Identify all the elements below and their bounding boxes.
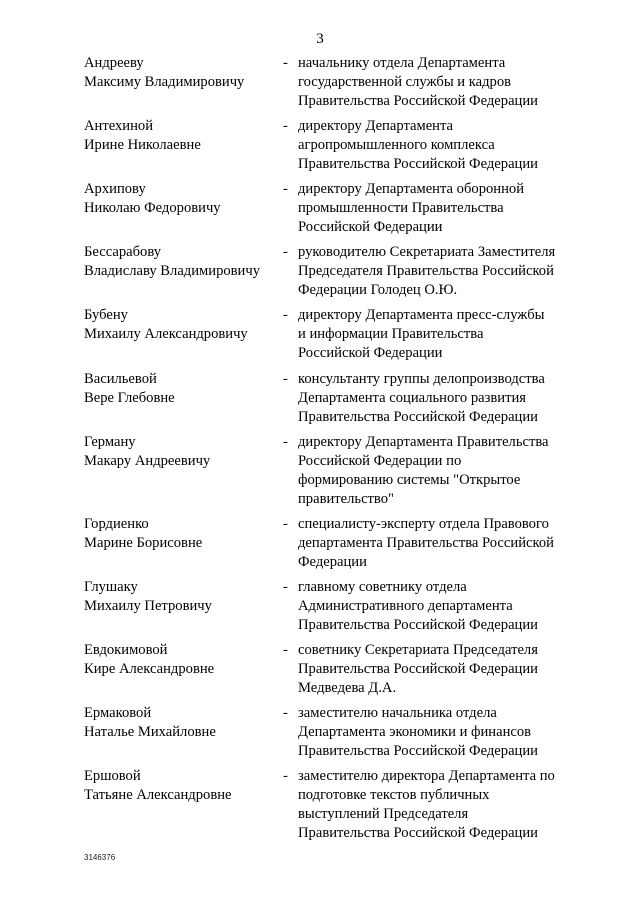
person-position-line: директору Департамента оборонной (298, 181, 525, 197)
person-position (298, 370, 588, 427)
person-position-line: специалисту-эксперту отдела Правового (298, 516, 549, 532)
person-name-line: Гордиенко (84, 516, 149, 532)
person-name-line: Марине Борисовне (84, 535, 203, 551)
separator-dash: - (283, 516, 288, 532)
person-name-line: Андрееву (84, 55, 144, 71)
person-name-line: Михаилу Петровичу (84, 598, 212, 614)
person-name-line: Герману (84, 434, 136, 450)
separator-dash: - (283, 181, 288, 197)
person-position-line: Департамента социального развития (298, 390, 526, 406)
person-position-line: директору Департамента (298, 118, 454, 134)
person-position-line: Российской Федерации (298, 219, 443, 235)
person-name (84, 515, 279, 553)
person-name-line: Бессарабову (84, 244, 162, 260)
person-position-line: Правительства Российской Федерации (298, 93, 538, 109)
person-name-line: Архипову (84, 181, 146, 197)
person-position-line: советнику Секретариата Председателя (298, 642, 538, 658)
person-position-line: Правительства Российской Федерации (298, 743, 538, 759)
person-position (298, 117, 588, 174)
person-name (84, 641, 279, 679)
person-name (84, 433, 279, 471)
person-position-line: заместителю директора Департамента по (298, 768, 555, 784)
separator-dash: - (283, 307, 288, 323)
person-position (298, 767, 588, 843)
person-name-line: Наталье Михайловне (84, 724, 216, 740)
person-position-line: Медведева Д.А. (298, 680, 397, 696)
person-position-line: государственной службы и кадров (298, 74, 512, 90)
person-name (84, 243, 279, 281)
person-position-line: Правительства Российской Федерации (298, 409, 538, 425)
person-name-line: Николаю Федоровичу (84, 200, 221, 216)
person-name (84, 370, 279, 408)
person-name-line: Антехиной (84, 118, 154, 134)
person-position-line: Председателя Правительства Российской (298, 263, 554, 279)
person-position-line: Правительства Российской Федерации (298, 617, 538, 633)
person-position-line: заместителю начальника отдела (298, 705, 497, 721)
person-name-line: Ершовой (84, 768, 141, 784)
separator-dash: - (283, 768, 288, 784)
person-position-line: главному советнику отдела (298, 579, 467, 595)
person-position-line: правительство" (298, 491, 394, 507)
separator-dash: - (283, 642, 288, 658)
person-position-line: руководителю Секретариата Заместителя (298, 244, 556, 260)
person-name (84, 117, 279, 155)
person-position-line: Департамента экономики и финансов (298, 724, 532, 740)
separator-dash: - (283, 579, 288, 595)
person-position-line: выступлений Председателя (298, 806, 469, 822)
person-name-line: Максиму Владимировичу (84, 74, 245, 90)
person-position-line: промышленности Правительства (298, 200, 504, 216)
person-name (84, 54, 279, 92)
person-position (298, 243, 588, 300)
person-position-line: Правительства Российской Федерации (298, 825, 538, 841)
person-position-line: директору Департамента пресс-службы (298, 307, 545, 323)
person-name-line: Ермаковой (84, 705, 152, 721)
person-position (298, 180, 588, 237)
person-position (298, 306, 588, 363)
person-position-line: формированию системы "Открытое (298, 472, 521, 488)
person-position-line: Российской Федерации по (298, 453, 462, 469)
separator-dash: - (283, 434, 288, 450)
person-position (298, 641, 588, 698)
person-position (298, 433, 588, 509)
person-position (298, 704, 588, 761)
person-position-line: Федерации (298, 554, 367, 570)
separator-dash: - (283, 371, 288, 387)
separator-dash: - (283, 118, 288, 134)
separator-dash: - (283, 705, 288, 721)
person-position-line: начальнику отдела Департамента (298, 55, 506, 71)
person-name (84, 578, 279, 616)
person-name-line: Глушаку (84, 579, 138, 595)
person-name (84, 704, 279, 742)
separator-dash: - (283, 244, 288, 260)
person-name-line: Макару Андреевичу (84, 453, 211, 469)
person-position-line: консультанту группы делопроизводства (298, 371, 545, 387)
person-position-line: Правительства Российской Федерации (298, 661, 538, 677)
person-name-line: Михаилу Александровичу (84, 326, 248, 342)
separator-dash: - (283, 55, 288, 71)
person-position-line: Правительства Российской Федерации (298, 156, 538, 172)
person-name-line: Вере Глебовне (84, 390, 175, 406)
person-name (84, 306, 279, 344)
person-position (298, 578, 588, 635)
person-position-line: Административного департамента (298, 598, 513, 614)
person-name-line: Бубену (84, 307, 128, 323)
person-position-line: директору Департамента Правительства (298, 434, 549, 450)
person-position-line: департамента Правительства Российской (298, 535, 554, 551)
page-number: 3 (316, 31, 324, 47)
person-position (298, 515, 588, 572)
person-position (298, 54, 588, 111)
document-code: 3146376 (84, 853, 116, 862)
person-name-line: Владиславу Владимировичу (84, 263, 261, 279)
person-position-line: агропромышленного комплекса (298, 137, 495, 153)
person-name-line: Евдокимовой (84, 642, 168, 658)
person-name-line: Татьяне Александровне (84, 787, 232, 803)
person-position-line: Российской Федерации (298, 345, 443, 361)
person-name-line: Васильевой (84, 371, 157, 387)
person-position-line: подготовке текстов публичных (298, 787, 490, 803)
person-name-line: Ирине Николаевне (84, 137, 201, 153)
person-position-line: Федерации Голодец О.Ю. (298, 282, 458, 298)
person-position-line: и информации Правительства (298, 326, 484, 342)
person-name-line: Кире Александровне (84, 661, 215, 677)
person-name (84, 180, 279, 218)
person-name (84, 767, 279, 805)
